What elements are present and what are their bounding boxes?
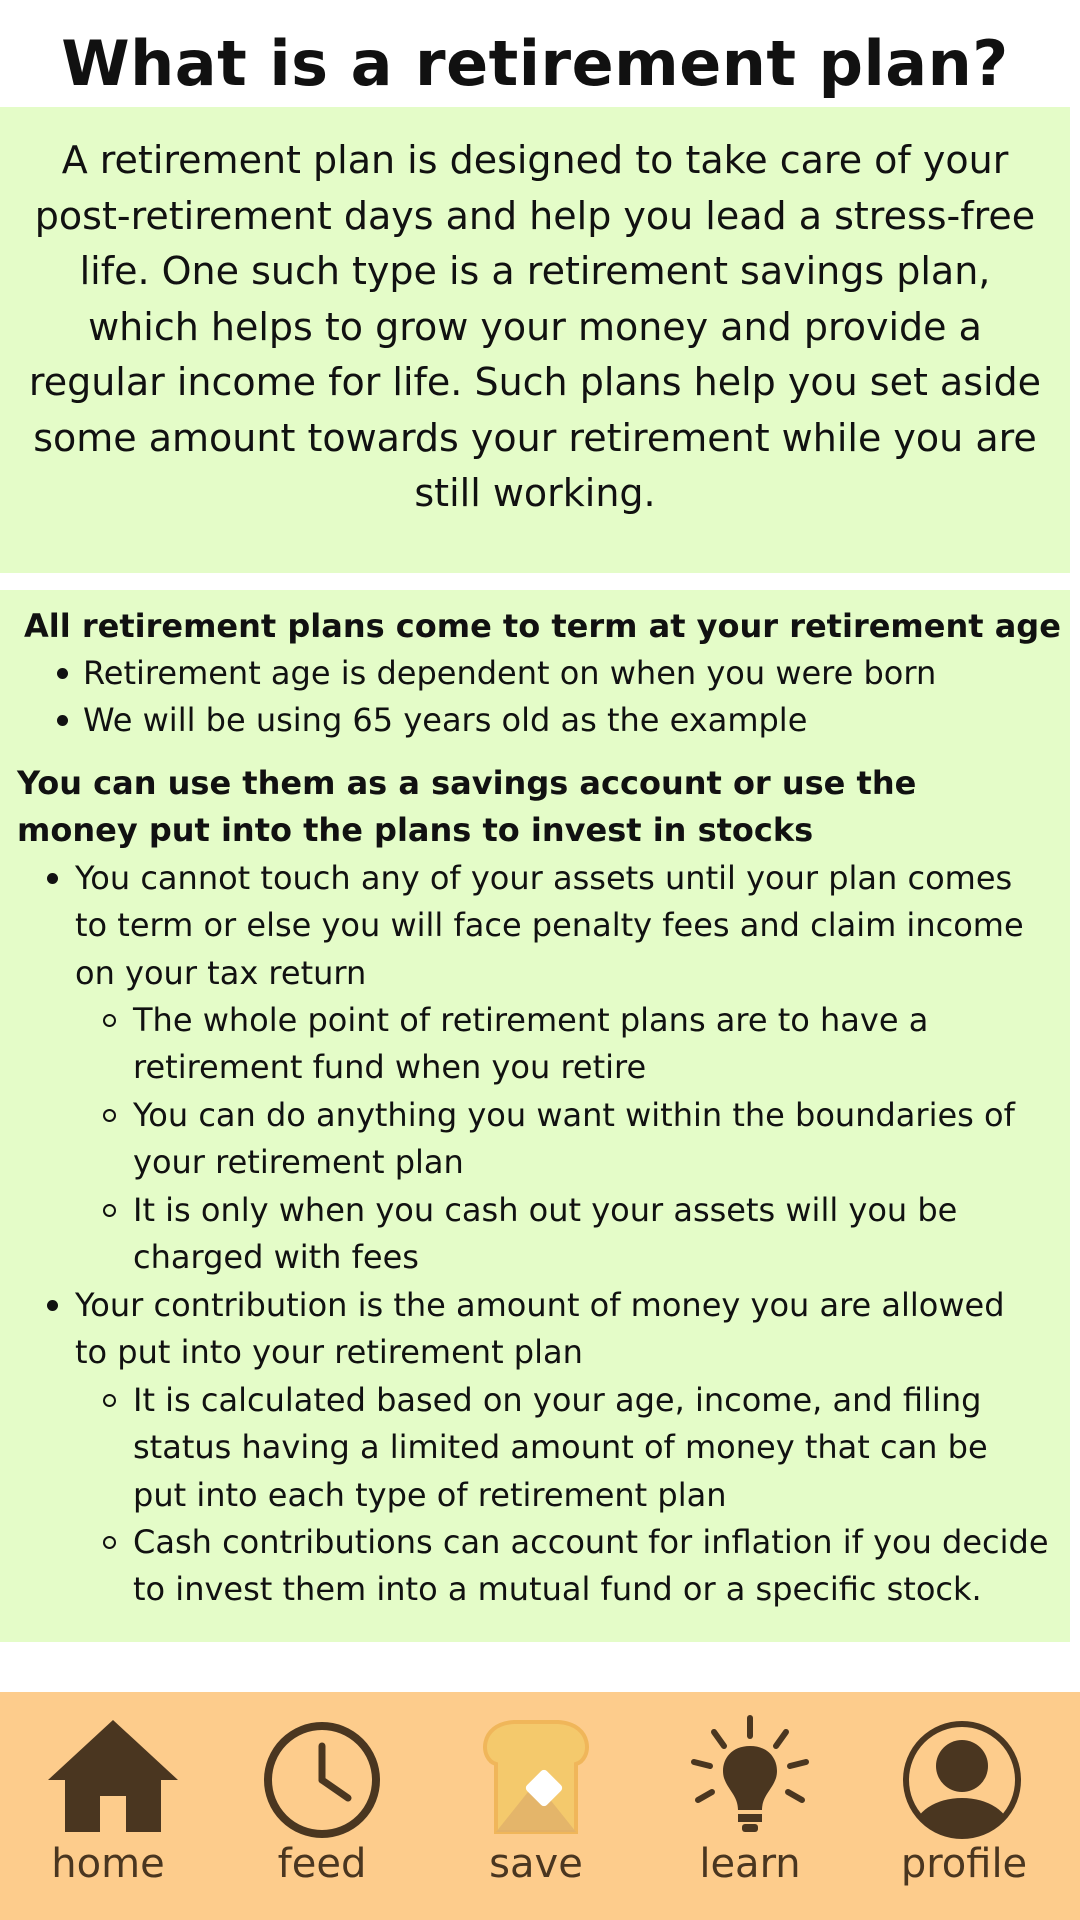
nav-item-profile[interactable] — [864, 1692, 1064, 1920]
sub-list-item: It is calculated based on your age, income, and filing status having a limited amount of money that can be put into each type of retirement plan — [133, 1377, 1033, 1519]
nav-item-save[interactable] — [436, 1692, 636, 1920]
bullet-dot — [57, 668, 68, 679]
lightbulb-icon — [688, 1714, 812, 1838]
bullet-circle — [103, 1394, 116, 1407]
bullet-circle — [103, 1204, 116, 1217]
nav-label-save: save — [489, 1841, 583, 1887]
nav-label-home: home — [51, 1841, 165, 1887]
list-item: We will be using 65 years old as the example — [83, 697, 1043, 744]
sub-list-item: The whole point of retirement plans are to have a retirement fund when you retire — [133, 997, 1033, 1092]
nav-label-profile: profile — [900, 1841, 1028, 1887]
page-title: What is a retirement plan? — [61, 27, 1009, 100]
section-heading-retirement-age: All retirement plans come to term at your retirement age — [24, 607, 1061, 645]
bullet-circle — [103, 1014, 116, 1027]
bullet-dot — [47, 1300, 58, 1311]
sub-list-item: It is only when you cash out your assets will you be charged with fees — [133, 1187, 1033, 1282]
bullet-dot — [47, 873, 58, 884]
nav-label-feed: feed — [277, 1841, 367, 1887]
details-panel — [0, 590, 1070, 1642]
nav-label-learn: learn — [699, 1841, 801, 1887]
intro-panel — [0, 107, 1070, 573]
list-item: Retirement age is dependent on when you were born — [83, 650, 1043, 697]
bullet-circle — [103, 1109, 116, 1122]
retirement-age-list — [83, 650, 1043, 745]
toast-icon — [474, 1714, 598, 1838]
section-heading-savings-account: You can use them as a savings account or use the money put into the plans to invest in stocks — [17, 764, 917, 850]
bullet-dot — [57, 715, 68, 726]
home-icon — [48, 1720, 178, 1835]
nav-item-feed[interactable] — [222, 1692, 422, 1920]
bottom-nav — [0, 1692, 1080, 1920]
bullet-circle — [103, 1536, 116, 1549]
nav-item-home[interactable] — [8, 1692, 208, 1920]
nav-item-learn[interactable] — [650, 1692, 850, 1920]
sub-list-item: Cash contributions can account for inflation if you decide to invest them into a mutual fund or a specific stock. — [133, 1519, 1063, 1614]
list-item: Your contribution is the amount of money you are allowed to put into your retirement plan — [75, 1282, 1035, 1377]
intro-text: A retirement plan is designed to take care of your post-retirement days and help you lead a stress-free life. One such type is a retirement savings plan, which helps to grow your money and provide a regular income for life. Such plans help you set aside some amount towards your retirement while you are still working. — [28, 138, 1042, 515]
sub-list-item: You can do anything you want within the boundaries of your retirement plan — [133, 1092, 1033, 1187]
list-item: You cannot touch any of your assets until your plan comes to term or else you will face penalty fees and claim income on your tax return — [75, 855, 1035, 997]
